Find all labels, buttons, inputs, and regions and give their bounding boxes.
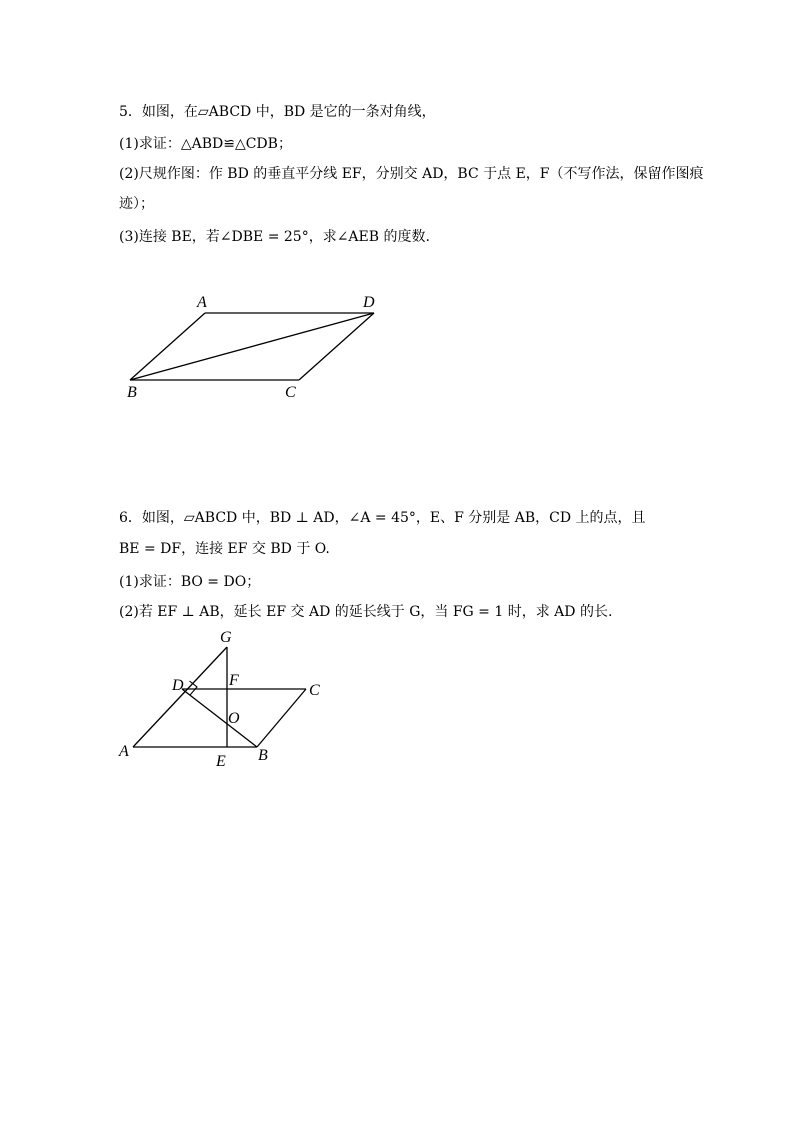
vertex-label-d: D <box>363 294 375 311</box>
vertex-label-c: C <box>285 384 296 401</box>
point-label-a: A <box>119 743 129 760</box>
problem-5-part-2: (2)尺规作图：作 BD 的垂直平分线 EF，分别交 AD，BC 于点 E，F（不写作法，保留作图痕 <box>119 166 704 182</box>
problem-5-part-2-continued: 迹）； <box>119 196 154 212</box>
point-label-c: C <box>309 682 320 699</box>
problem-6-part-2: (2)若 EF ⊥ AB，延长 EF 交 AD 的延长线于 G，当 FG = 1 时，求 AD 的长. <box>119 604 613 620</box>
diagonal-bd <box>182 689 257 747</box>
problem-5-part-1: (1)求证：△ABD≌△CDB； <box>119 136 292 152</box>
point-label-d: D <box>172 677 184 694</box>
point-label-o: O <box>228 710 240 727</box>
vertex-label-b: B <box>127 384 137 401</box>
problem-6-part-1: (1)求证：BO = DO； <box>119 574 261 590</box>
point-label-g: G <box>220 629 232 646</box>
parallelogram-side-bc <box>257 689 306 747</box>
problem-5-header: 5．如图，在▱ABCD 中，BD 是它的一条对角线， <box>119 104 436 120</box>
point-label-f: F <box>229 672 239 689</box>
vertex-label-a: A <box>197 294 207 311</box>
point-label-e: E <box>216 753 226 770</box>
problem-6-condition: BE = DF，连接 EF 交 BD 于 O. <box>119 541 330 557</box>
point-label-b: B <box>258 747 268 764</box>
problem-5-part-3: (3)连接 BE，若∠DBE = 25°，求∠AEB 的度数. <box>119 229 430 245</box>
problem-6-header: 6．如图，▱ABCD 中，BD ⊥ AD，∠A = 45°，E、F 分别是 AB，CD 上的点，且 <box>119 510 646 526</box>
side-ad-extended-to-g <box>133 647 227 747</box>
